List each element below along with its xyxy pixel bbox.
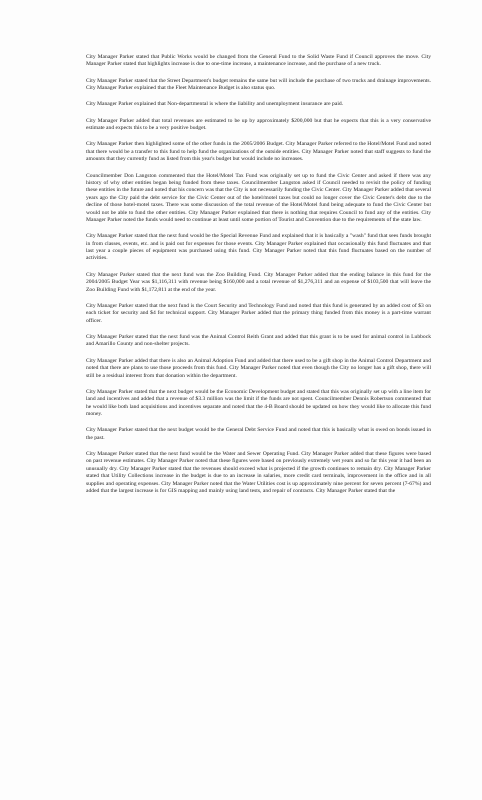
paragraph: City Manager Parker stated that the next budget would be the Economic Development budget and stated that this was originally set up with a line item for land and incentives and added that a revenue of $3.3 million was the limit if the funds are not spent. Councilmember Dennis Robertson commented that he would like both land acquisitions and incentives separate and noted that the 4-B Board should be updated on how they would like to allocate this fund money. (86, 388, 431, 418)
document-body (86, 54, 431, 504)
paragraph: Councilmember Don Langston commented that the Hotel/Motel Tax Fund was originally set up to fund the Civic Center and asked if there was any history of why other entities began being funded from these taxes. Councilmember Langston asked if Council needed to revisit the policy of funding these entities in the future and noted that his concern was that the City is not necessarily funding the Civic Center. City Manager Parker added that several years ago the City paid the debt service for the Civic Center out of the hotel/motel taxes but could no longer cover the Civic Center's debt due to the decline of those hotel-motel taxes. There was some discussion of the total revenue of the Hotel/Motel fund being adequate to fund the Civic Center but would not be able to fund the other entities. City Manager Parker explained that there is nothing that requires Council to fund any of the entities. City Manager Parker noted the funds would need to continue at least until some portion of Tourist and Convention due to the requirements of the state law. (86, 172, 432, 223)
paragraph: City Manager Parker stated that the next fund would be the Special Revenue Fund and explained that it is basically a "wash" fund that sees funds brought in from classes, events, etc. and is paid out for expenses for those events. City Manager Parker explained that occasionally this fund fluctuates and that last year a couple pieces of equipment was purchased using this fund. City Manager Parker noted that this fund fluctuates based on the number of activities. (86, 233, 431, 262)
paragraph: City Manager Parker added that there is also an Animal Adoption Fund and added that there used to be a gift shop in the Animal Control Department and noted that there are plans to use those proceeds from this fund. City Manager Parker noted that even though the City no longer has a gift shop, there will still be a residual interest from that donation within the department. (86, 357, 431, 379)
paragraph: City Manager Parker stated that the next fund is the Court Security and Technology Fund and noted that this fund is generated by an added cost of $3 on each ticket for security and $4 for technical support. City Manager Parker added that the primary thing funded from this money is a part-time warrant officer. (86, 302, 431, 324)
paragraph: City Manager Parker stated that the next fund would be the Water and Sewer Operating Fund. City Manager Parker added that these figures were based on past revenue estimates. City Manager Parker noted that these figures were based on previously extremely wet years and so far this year it had been an unusually dry. City Manager Parker stated that the revenues should exceed what is projected if the growth continues to remain dry. City Manager Parker stated that Utility Collections increase in the budget is due to an increase in salaries, more credit card terminals, improvement in the office and in all supplies and operating expenses. City Manager Parker noted that the Water Utilities cost is up approximately nine percent for seven percent (7-67%) and added that the largest increase is for GIS mapping and mainly using land tests, and repair of contracts. City Manager Parker stated that the (86, 451, 431, 495)
paragraph: City Manager Parker stated that the Street Department's budget remains the same but will include the purchase of two trucks and drainage improvements. City Manager Parker explained that the Fleet Maintenance Budget is also status quo. (86, 77, 431, 92)
paragraph: City Manager Parker added that total revenues are estimated to be up by approximately $200,000 but that he expects that this is a very conservative estimate and expects this to be a very positive budget. (86, 117, 431, 132)
paragraph: City Manager Parker then highlighted some of the other funds in the 2005/2006 Budget. City Manager Parker referred to the Hotel/Motel Fund and noted that there would be a transfer to this fund to help fund the organizations of the outside entities. City Manager Parker noted that staff suggests to fund the amounts that they currently fund as listed from this year's budget but would include no increases. (86, 141, 431, 163)
paragraph: City Manager Parker stated that Public Works would be changed from the General Fund to the Solid Waste Fund if Council approves the move. City Manager Parker stated that highlights increase is due to one-time increase, a maintenance increase, and the purchase of a new truck. (86, 54, 431, 68)
paragraph: City Manager Parker stated that the next fund was the Animal Control Reith Grant and added that this grant is to be used for animal control in Lubbock and Amarillo County and non-shelter projects. (86, 333, 431, 348)
paragraph: City Manager Parker explained that Non-departmental is where the liability and unemployment insurance are paid. (86, 101, 344, 108)
paragraph: City Manager Parker stated that the next fund was the Zoo Building Fund. City Manager Parker added that the ending balance in this fund for the 2004/2005 Budget Year was $1,116,311 with revenue being $160,000 and a total revenue of $1,276,311 and an expense of $103,500 that will leave the Zoo Building Fund with $1,172,811 at the end of the year. (86, 271, 431, 293)
paragraph: City Manager Parker stated that the next budget would be the General Debt Service Fund and noted that this is basically what is owed on bonds issued in the past. (86, 427, 431, 441)
